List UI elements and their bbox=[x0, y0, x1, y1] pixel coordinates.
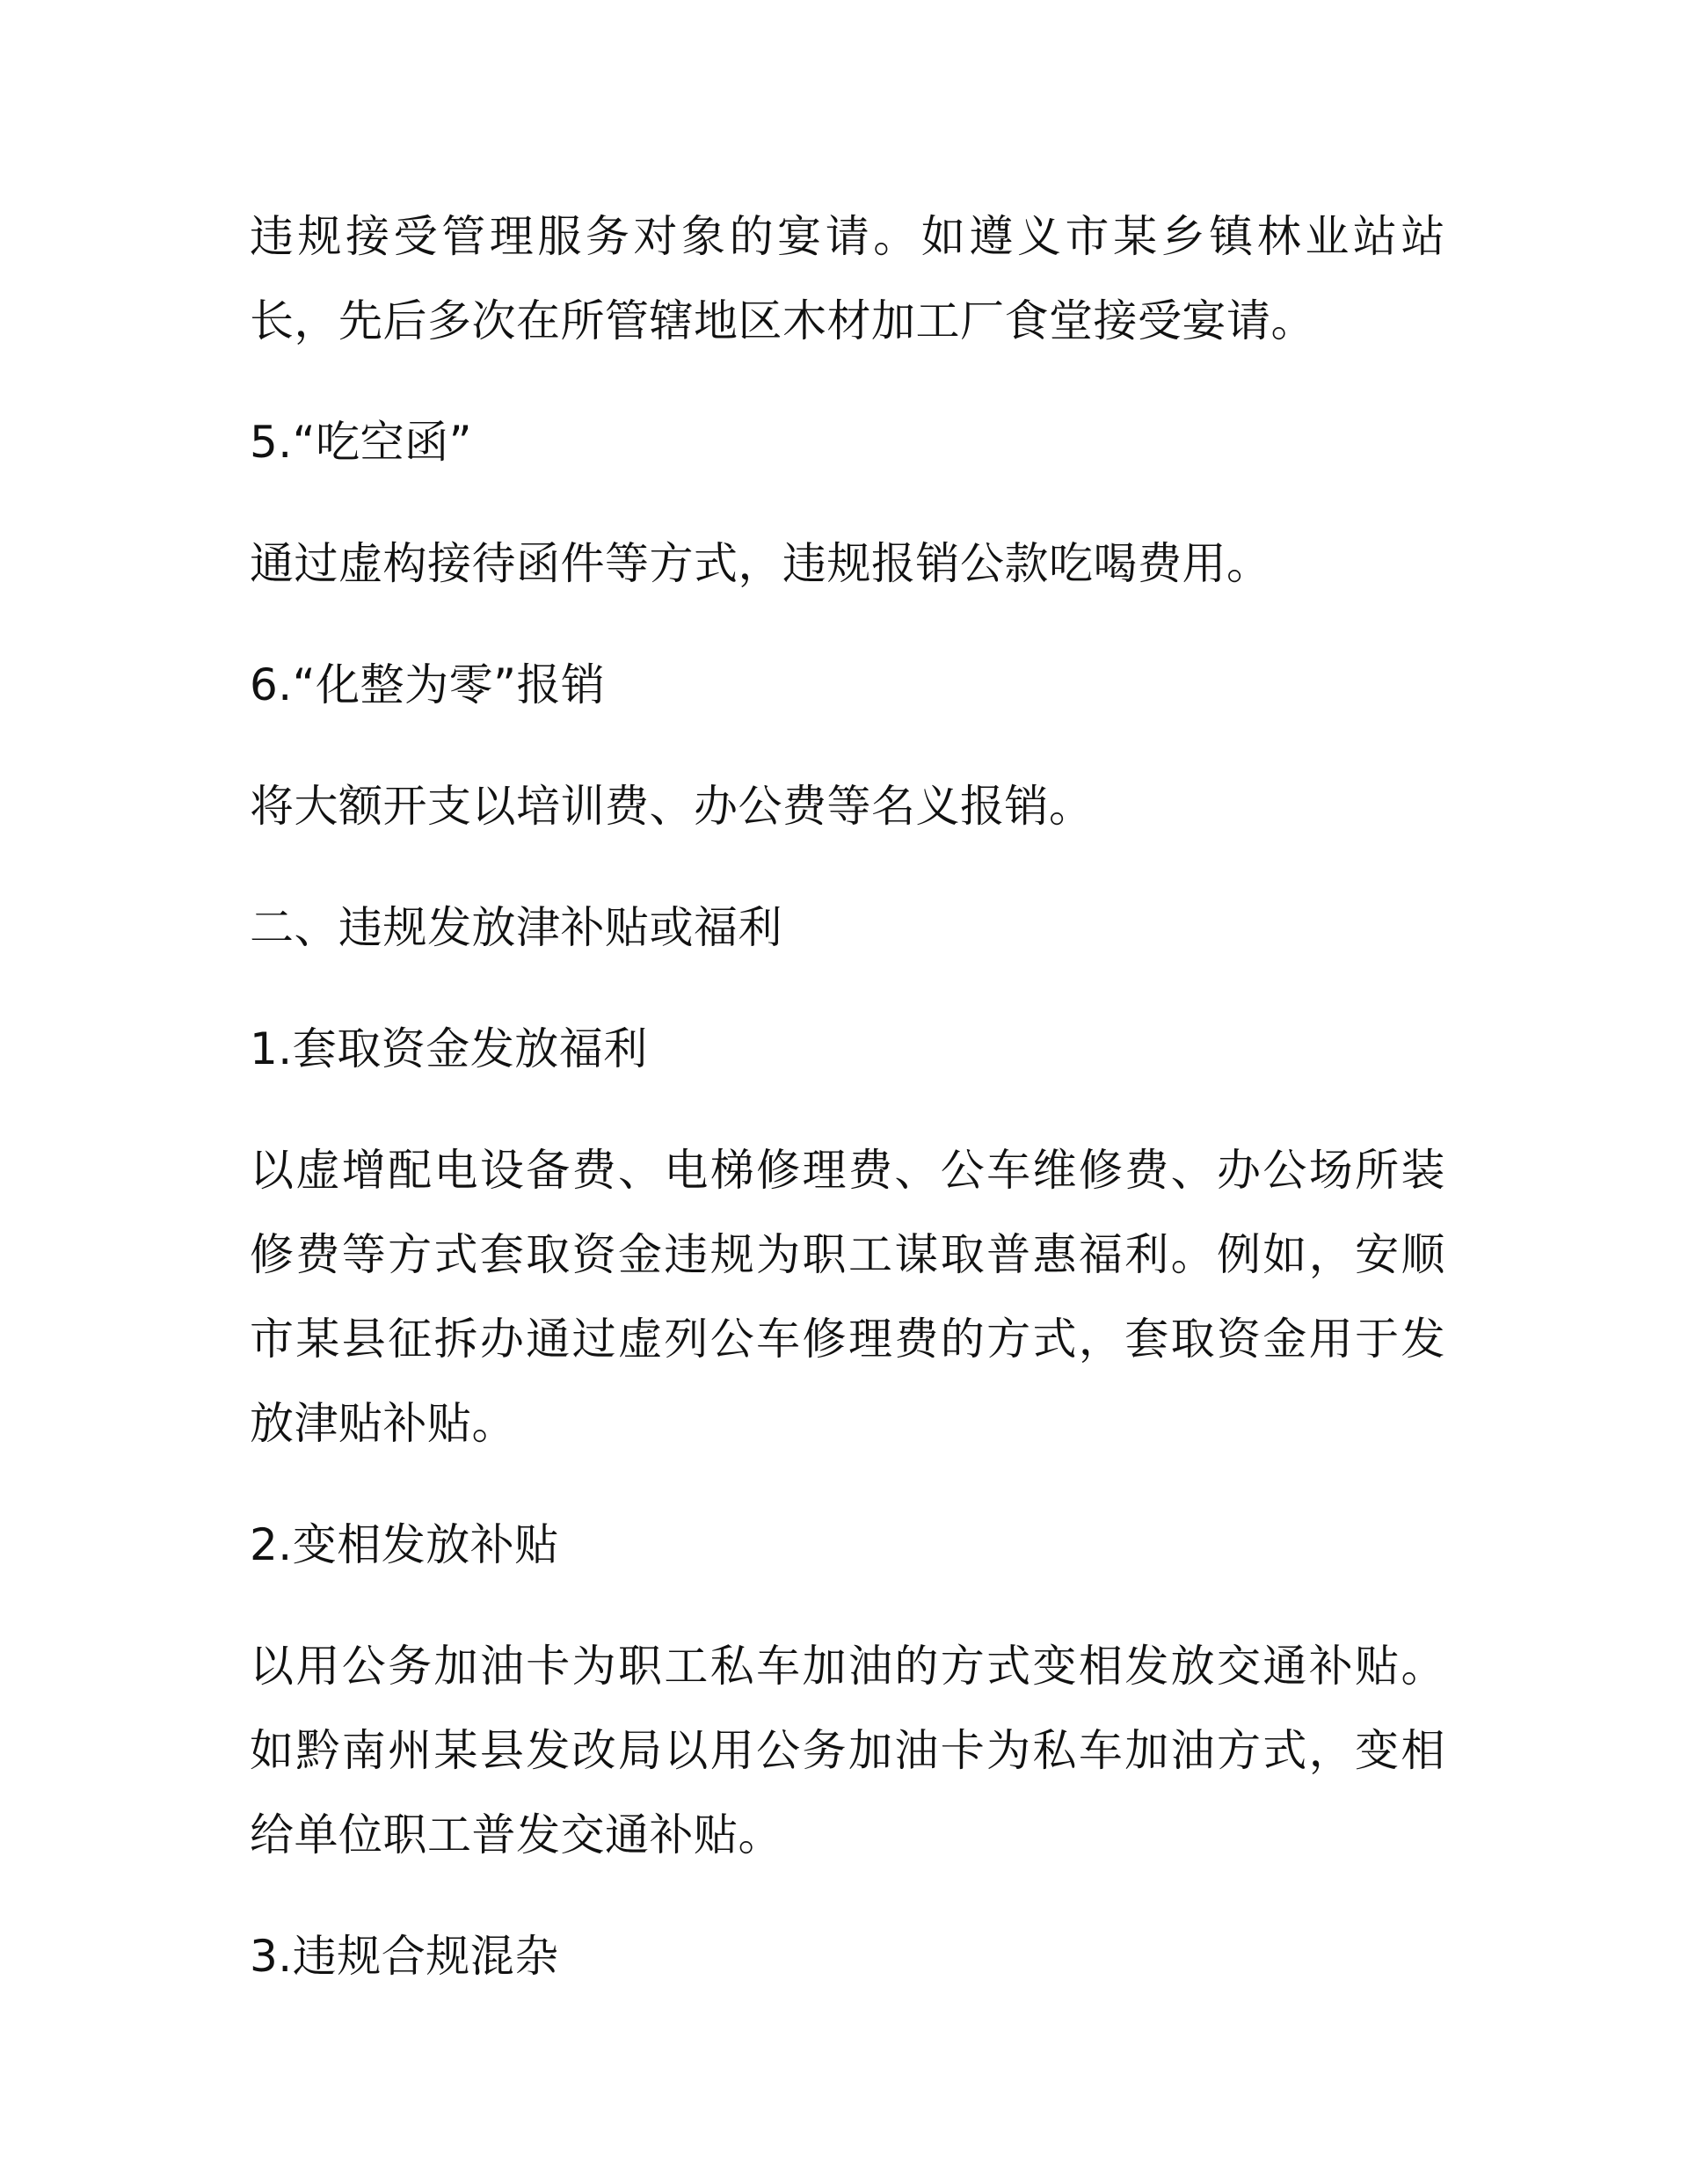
heading-misappropriate-funds: 1.套取资金发放福利 bbox=[250, 1023, 648, 1074]
paragraph-split-reimbursement: 将大额开支以培训费、办公费等名义报销。 bbox=[250, 781, 1094, 832]
document-body bbox=[250, 194, 1445, 1998]
heading-disguised-subsidy: 2.变相发放补贴 bbox=[250, 1519, 559, 1570]
heading-empty-letter: 5.“吃空函” bbox=[250, 417, 473, 468]
paragraph-misappropriate-funds: 以虚增配电设备费、电梯修理费、公车维修费、办公场所装修费等方式套取资金违规为职工谋取普惠福利。例如，安顺市某县征拆办通过虚列公车修理费的方式，套取资金用于发放津贴补贴。 bbox=[250, 1145, 1445, 1449]
paragraph-empty-letter: 通过虚构接待函件等方式，违规报销公款吃喝费用。 bbox=[250, 538, 1271, 589]
heading-split-reimbursement: 6.“化整为零”报销 bbox=[250, 659, 606, 710]
paragraph-disguised-subsidy: 以用公务加油卡为职工私车加油的方式变相发放交通补贴。如黔南州某县发改局以用公务加油卡为私车加油方式，变相给单位职工普发交通补贴。 bbox=[250, 1641, 1445, 1860]
section-heading-allowances: 二、违规发放津补贴或福利 bbox=[250, 902, 782, 953]
heading-mixed-compliance: 3.违规合规混杂 bbox=[250, 1931, 559, 1982]
paragraph-banquet-example: 违规接受管理服务对象的宴请。如遵义市某乡镇林业站站长，先后多次在所管辖地区木材加工厂食堂接受宴请。 bbox=[250, 211, 1445, 346]
